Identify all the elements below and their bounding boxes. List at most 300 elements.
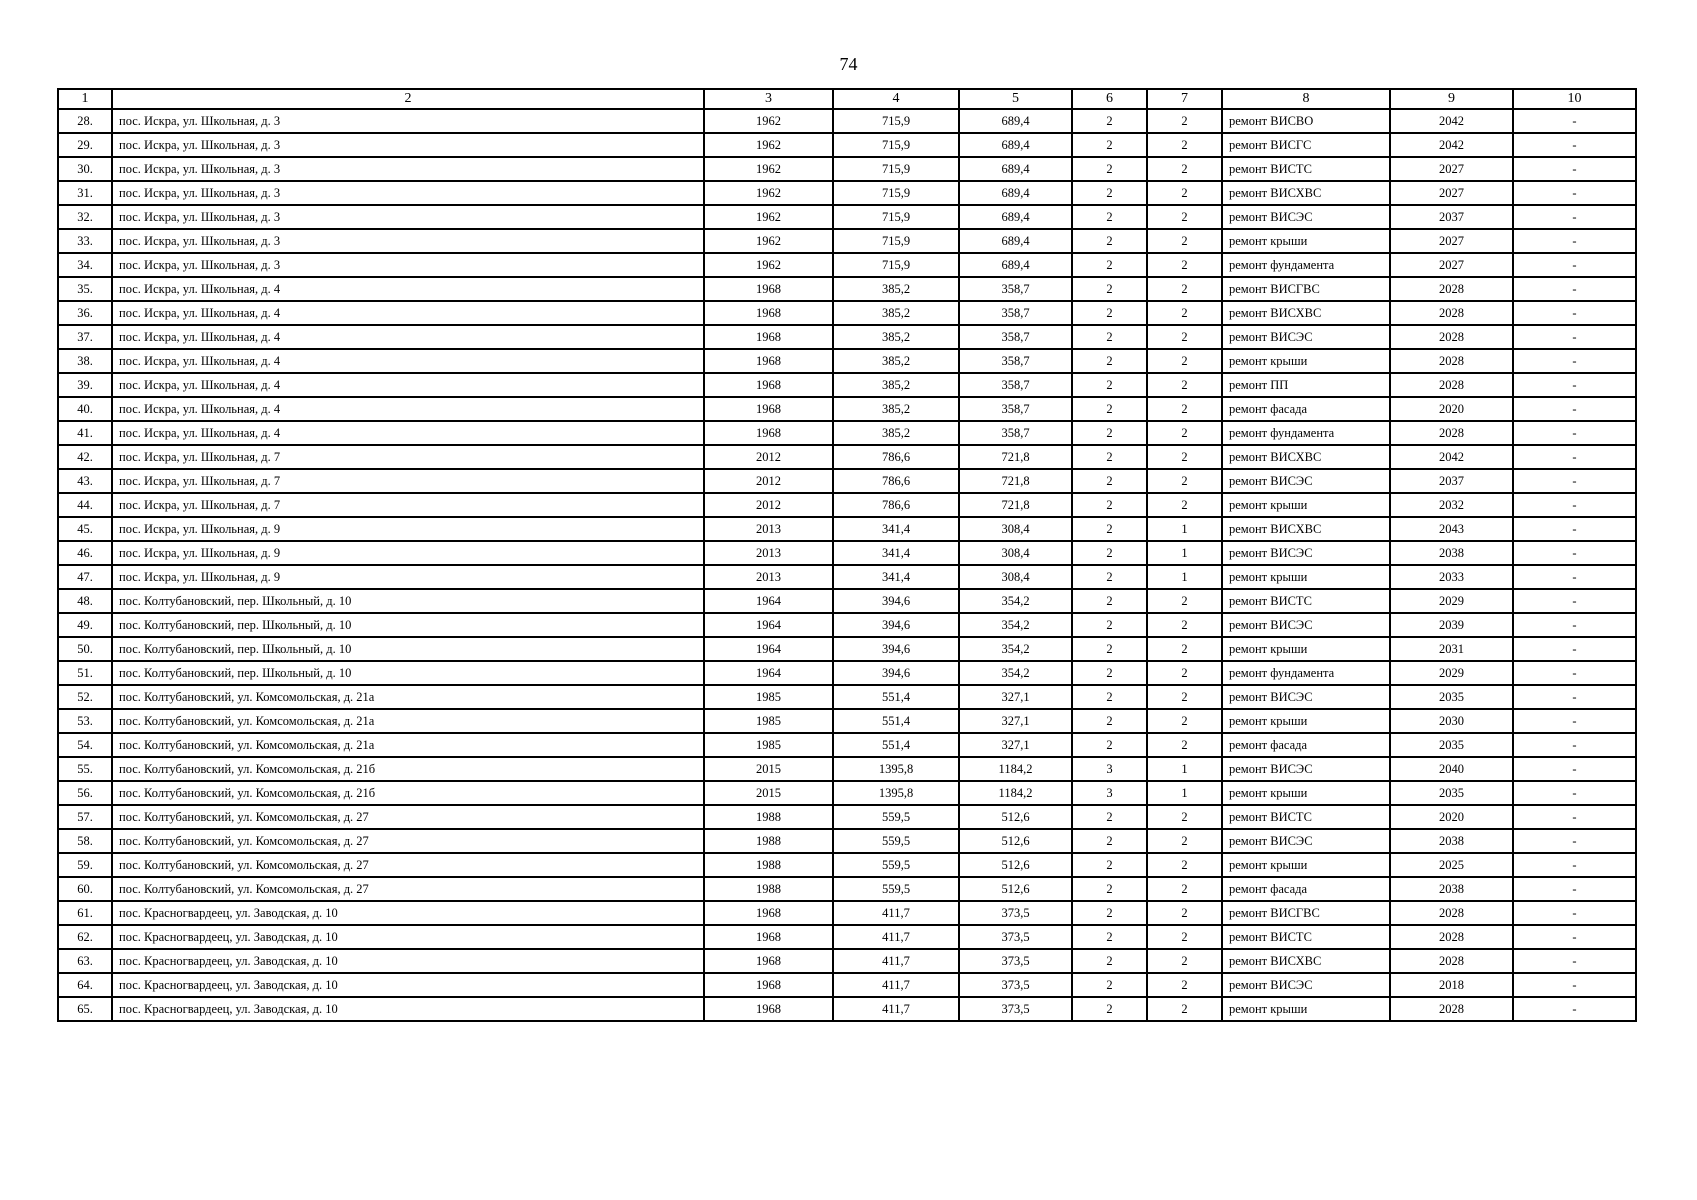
living-area-cell: 308,4 [959,565,1072,589]
entrances-cell: 1 [1147,781,1222,805]
planned-year-cell: 2037 [1390,205,1513,229]
planned-year-cell: 2040 [1390,757,1513,781]
address-cell: пос. Искра, ул. Школьная, д. 4 [112,277,704,301]
note-cell: - [1513,733,1636,757]
table-row [58,253,1636,277]
entrances-cell: 2 [1147,277,1222,301]
work-type-cell: ремонт ВИСГВС [1222,277,1390,301]
table-row [58,493,1636,517]
floors-cell: 2 [1072,373,1147,397]
floors-cell: 2 [1072,157,1147,181]
note-cell: - [1513,637,1636,661]
entrances-cell: 2 [1147,829,1222,853]
table-row [58,109,1636,133]
floors-cell: 2 [1072,565,1147,589]
planned-year-cell: 2028 [1390,901,1513,925]
column-header: 8 [1222,89,1390,109]
note-cell: - [1513,181,1636,205]
floors-cell: 2 [1072,421,1147,445]
total-area-cell: 715,9 [833,181,959,205]
column-header: 6 [1072,89,1147,109]
note-cell: - [1513,997,1636,1021]
entrances-cell: 2 [1147,205,1222,229]
total-area-cell: 559,5 [833,829,959,853]
planned-year-cell: 2028 [1390,373,1513,397]
work-type-cell: ремонт фасада [1222,733,1390,757]
table-row [58,949,1636,973]
total-area-cell: 385,2 [833,325,959,349]
floors-cell: 2 [1072,349,1147,373]
work-type-cell: ремонт крыши [1222,493,1390,517]
work-type-cell: ремонт ВИСТС [1222,805,1390,829]
living-area-cell: 512,6 [959,877,1072,901]
row-number-cell: 36. [58,301,112,325]
address-cell: пос. Колтубановский, ул. Комсомольская, д. 21а [112,709,704,733]
floors-cell: 2 [1072,877,1147,901]
living-area-cell: 721,8 [959,469,1072,493]
floors-cell: 3 [1072,757,1147,781]
entrances-cell: 2 [1147,709,1222,733]
living-area-cell: 373,5 [959,901,1072,925]
living-area-cell: 689,4 [959,109,1072,133]
entrances-cell: 2 [1147,685,1222,709]
entrances-cell: 2 [1147,925,1222,949]
build-year-cell: 1964 [704,637,833,661]
work-type-cell: ремонт ВИСТС [1222,157,1390,181]
row-number-cell: 54. [58,733,112,757]
planned-year-cell: 2035 [1390,781,1513,805]
living-area-cell: 354,2 [959,589,1072,613]
row-number-cell: 63. [58,949,112,973]
note-cell: - [1513,973,1636,997]
note-cell: - [1513,757,1636,781]
total-area-cell: 394,6 [833,589,959,613]
planned-year-cell: 2018 [1390,973,1513,997]
work-type-cell: ремонт ВИСЭС [1222,541,1390,565]
table-row [58,229,1636,253]
planned-year-cell: 2029 [1390,661,1513,685]
row-number-cell: 47. [58,565,112,589]
work-type-cell: ремонт ВИСЭС [1222,205,1390,229]
note-cell: - [1513,421,1636,445]
note-cell: - [1513,157,1636,181]
build-year-cell: 1968 [704,277,833,301]
build-year-cell: 1968 [704,901,833,925]
address-cell: пос. Красногвардеец, ул. Заводская, д. 10 [112,997,704,1021]
floors-cell: 2 [1072,205,1147,229]
row-number-cell: 52. [58,685,112,709]
table-row [58,181,1636,205]
living-area-cell: 358,7 [959,421,1072,445]
floors-cell: 2 [1072,853,1147,877]
living-area-cell: 354,2 [959,661,1072,685]
total-area-cell: 385,2 [833,349,959,373]
row-number-cell: 51. [58,661,112,685]
note-cell: - [1513,949,1636,973]
row-number-cell: 28. [58,109,112,133]
entrances-cell: 2 [1147,325,1222,349]
entrances-cell: 2 [1147,109,1222,133]
column-header: 4 [833,89,959,109]
planned-year-cell: 2043 [1390,517,1513,541]
table-row [58,133,1636,157]
address-cell: пос. Искра, ул. Школьная, д. 3 [112,253,704,277]
floors-cell: 2 [1072,709,1147,733]
row-number-cell: 45. [58,517,112,541]
entrances-cell: 2 [1147,157,1222,181]
build-year-cell: 1968 [704,301,833,325]
address-cell: пос. Искра, ул. Школьная, д. 3 [112,157,704,181]
column-header: 3 [704,89,833,109]
total-area-cell: 341,4 [833,541,959,565]
note-cell: - [1513,781,1636,805]
address-cell: пос. Искра, ул. Школьная, д. 7 [112,469,704,493]
planned-year-cell: 2039 [1390,613,1513,637]
living-area-cell: 512,6 [959,829,1072,853]
row-number-cell: 30. [58,157,112,181]
total-area-cell: 394,6 [833,661,959,685]
table-row [58,709,1636,733]
build-year-cell: 1968 [704,373,833,397]
table-row [58,997,1636,1021]
total-area-cell: 411,7 [833,949,959,973]
build-year-cell: 1968 [704,325,833,349]
floors-cell: 2 [1072,973,1147,997]
entrances-cell: 2 [1147,493,1222,517]
entrances-cell: 1 [1147,541,1222,565]
address-cell: пос. Колтубановский, пер. Школьный, д. 10 [112,589,704,613]
entrances-cell: 2 [1147,733,1222,757]
note-cell: - [1513,373,1636,397]
table-row [58,541,1636,565]
note-cell: - [1513,589,1636,613]
row-number-cell: 29. [58,133,112,157]
entrances-cell: 2 [1147,637,1222,661]
work-type-cell: ремонт крыши [1222,637,1390,661]
table-row [58,805,1636,829]
build-year-cell: 1988 [704,805,833,829]
address-cell: пос. Искра, ул. Школьная, д. 9 [112,517,704,541]
address-cell: пос. Колтубановский, пер. Школьный, д. 10 [112,637,704,661]
build-year-cell: 1962 [704,109,833,133]
row-number-cell: 58. [58,829,112,853]
planned-year-cell: 2038 [1390,541,1513,565]
build-year-cell: 1985 [704,733,833,757]
entrances-cell: 2 [1147,253,1222,277]
total-area-cell: 411,7 [833,925,959,949]
entrances-cell: 2 [1147,589,1222,613]
planned-year-cell: 2025 [1390,853,1513,877]
note-cell: - [1513,685,1636,709]
row-number-cell: 65. [58,997,112,1021]
total-area-cell: 551,4 [833,733,959,757]
floors-cell: 2 [1072,613,1147,637]
total-area-cell: 715,9 [833,133,959,157]
total-area-cell: 786,6 [833,469,959,493]
living-area-cell: 308,4 [959,541,1072,565]
table-row [58,589,1636,613]
total-area-cell: 551,4 [833,709,959,733]
row-number-cell: 61. [58,901,112,925]
address-cell: пос. Искра, ул. Школьная, д. 4 [112,325,704,349]
planned-year-cell: 2038 [1390,877,1513,901]
note-cell: - [1513,493,1636,517]
address-cell: пос. Колтубановский, ул. Комсомольская, д. 27 [112,829,704,853]
address-cell: пос. Колтубановский, ул. Комсомольская, д. 21а [112,685,704,709]
living-area-cell: 358,7 [959,301,1072,325]
build-year-cell: 2015 [704,781,833,805]
entrances-cell: 2 [1147,613,1222,637]
note-cell: - [1513,349,1636,373]
note-cell: - [1513,613,1636,637]
living-area-cell: 689,4 [959,253,1072,277]
address-cell: пос. Искра, ул. Школьная, д. 9 [112,541,704,565]
total-area-cell: 559,5 [833,853,959,877]
work-type-cell: ремонт ВИСГВС [1222,901,1390,925]
page-number: 74 [839,54,858,74]
work-type-cell: ремонт крыши [1222,781,1390,805]
living-area-cell: 354,2 [959,637,1072,661]
total-area-cell: 715,9 [833,229,959,253]
floors-cell: 2 [1072,325,1147,349]
build-year-cell: 1968 [704,973,833,997]
note-cell: - [1513,109,1636,133]
address-cell: пос. Искра, ул. Школьная, д. 7 [112,493,704,517]
column-header: 1 [58,89,112,109]
total-area-cell: 411,7 [833,973,959,997]
table-row [58,565,1636,589]
address-cell: пос. Колтубановский, пер. Школьный, д. 10 [112,613,704,637]
note-cell: - [1513,325,1636,349]
build-year-cell: 1968 [704,997,833,1021]
row-number-cell: 32. [58,205,112,229]
total-area-cell: 1395,8 [833,781,959,805]
row-number-cell: 53. [58,709,112,733]
build-year-cell: 1968 [704,349,833,373]
row-number-cell: 42. [58,445,112,469]
column-header: 7 [1147,89,1222,109]
row-number-cell: 60. [58,877,112,901]
work-type-cell: ремонт фундамента [1222,661,1390,685]
entrances-cell: 1 [1147,565,1222,589]
work-type-cell: ремонт ВИСХВС [1222,301,1390,325]
work-type-cell: ремонт ВИСЭС [1222,973,1390,997]
entrances-cell: 2 [1147,349,1222,373]
work-type-cell: ремонт ВИСХВС [1222,949,1390,973]
floors-cell: 3 [1072,781,1147,805]
table-row [58,637,1636,661]
total-area-cell: 341,4 [833,517,959,541]
entrances-cell: 2 [1147,229,1222,253]
build-year-cell: 1964 [704,661,833,685]
living-area-cell: 358,7 [959,325,1072,349]
work-type-cell: ремонт ВИСХВС [1222,517,1390,541]
address-cell: пос. Искра, ул. Школьная, д. 3 [112,109,704,133]
living-area-cell: 327,1 [959,685,1072,709]
living-area-cell: 721,8 [959,445,1072,469]
entrances-cell: 1 [1147,517,1222,541]
floors-cell: 2 [1072,301,1147,325]
total-area-cell: 385,2 [833,421,959,445]
row-number-cell: 49. [58,613,112,637]
planned-year-cell: 2042 [1390,109,1513,133]
repair-schedule-table [57,88,1637,1022]
total-area-cell: 411,7 [833,901,959,925]
total-area-cell: 786,6 [833,445,959,469]
note-cell: - [1513,133,1636,157]
build-year-cell: 2013 [704,565,833,589]
row-number-cell: 31. [58,181,112,205]
planned-year-cell: 2038 [1390,829,1513,853]
table-row [58,685,1636,709]
address-cell: пос. Искра, ул. Школьная, д. 3 [112,181,704,205]
living-area-cell: 721,8 [959,493,1072,517]
living-area-cell: 689,4 [959,157,1072,181]
build-year-cell: 1968 [704,397,833,421]
floors-cell: 2 [1072,997,1147,1021]
build-year-cell: 2012 [704,493,833,517]
floors-cell: 2 [1072,133,1147,157]
note-cell: - [1513,661,1636,685]
address-cell: пос. Искра, ул. Школьная, д. 3 [112,229,704,253]
work-type-cell: ремонт ВИСГС [1222,133,1390,157]
table-row [58,757,1636,781]
row-number-cell: 55. [58,757,112,781]
table-row [58,613,1636,637]
total-area-cell: 394,6 [833,637,959,661]
address-cell: пос. Красногвардеец, ул. Заводская, д. 10 [112,949,704,973]
note-cell: - [1513,517,1636,541]
floors-cell: 2 [1072,637,1147,661]
build-year-cell: 1964 [704,613,833,637]
build-year-cell: 2015 [704,757,833,781]
living-area-cell: 1184,2 [959,757,1072,781]
table-row [58,301,1636,325]
table-row [58,781,1636,805]
address-cell: пос. Колтубановский, ул. Комсомольская, д. 21а [112,733,704,757]
living-area-cell: 358,7 [959,349,1072,373]
total-area-cell: 715,9 [833,157,959,181]
address-cell: пос. Искра, ул. Школьная, д. 9 [112,565,704,589]
total-area-cell: 715,9 [833,205,959,229]
floors-cell: 2 [1072,661,1147,685]
note-cell: - [1513,229,1636,253]
living-area-cell: 373,5 [959,925,1072,949]
total-area-cell: 385,2 [833,277,959,301]
note-cell: - [1513,445,1636,469]
floors-cell: 2 [1072,925,1147,949]
planned-year-cell: 2033 [1390,565,1513,589]
entrances-cell: 2 [1147,997,1222,1021]
planned-year-cell: 2042 [1390,133,1513,157]
note-cell: - [1513,829,1636,853]
floors-cell: 2 [1072,733,1147,757]
row-number-cell: 46. [58,541,112,565]
work-type-cell: ремонт ВИСХВС [1222,181,1390,205]
build-year-cell: 1962 [704,253,833,277]
floors-cell: 2 [1072,541,1147,565]
work-type-cell: ремонт ВИСТС [1222,925,1390,949]
row-number-cell: 43. [58,469,112,493]
column-header: 2 [112,89,704,109]
living-area-cell: 358,7 [959,373,1072,397]
living-area-cell: 358,7 [959,397,1072,421]
total-area-cell: 385,2 [833,301,959,325]
work-type-cell: ремонт крыши [1222,709,1390,733]
work-type-cell: ремонт крыши [1222,997,1390,1021]
row-number-cell: 33. [58,229,112,253]
row-number-cell: 35. [58,277,112,301]
table-row [58,517,1636,541]
planned-year-cell: 2035 [1390,685,1513,709]
living-area-cell: 327,1 [959,709,1072,733]
planned-year-cell: 2028 [1390,349,1513,373]
living-area-cell: 373,5 [959,997,1072,1021]
planned-year-cell: 2035 [1390,733,1513,757]
column-header: 5 [959,89,1072,109]
table-row [58,445,1636,469]
table-row [58,277,1636,301]
planned-year-cell: 2028 [1390,301,1513,325]
living-area-cell: 689,4 [959,205,1072,229]
total-area-cell: 1395,8 [833,757,959,781]
build-year-cell: 2012 [704,445,833,469]
work-type-cell: ремонт ВИСЭС [1222,325,1390,349]
entrances-cell: 2 [1147,661,1222,685]
note-cell: - [1513,205,1636,229]
address-cell: пос. Колтубановский, ул. Комсомольская, д. 27 [112,805,704,829]
floors-cell: 2 [1072,685,1147,709]
build-year-cell: 2013 [704,517,833,541]
planned-year-cell: 2030 [1390,709,1513,733]
note-cell: - [1513,541,1636,565]
column-number-row [58,89,1636,109]
work-type-cell: ремонт фасада [1222,877,1390,901]
work-type-cell: ремонт ВИСЭС [1222,685,1390,709]
work-type-cell: ремонт крыши [1222,853,1390,877]
table-row [58,325,1636,349]
build-year-cell: 1988 [704,877,833,901]
row-number-cell: 34. [58,253,112,277]
table-row [58,469,1636,493]
entrances-cell: 1 [1147,757,1222,781]
living-area-cell: 689,4 [959,181,1072,205]
entrances-cell: 2 [1147,901,1222,925]
total-area-cell: 385,2 [833,373,959,397]
floors-cell: 2 [1072,397,1147,421]
note-cell: - [1513,469,1636,493]
build-year-cell: 1968 [704,949,833,973]
entrances-cell: 2 [1147,973,1222,997]
work-type-cell: ремонт ВИСЭС [1222,613,1390,637]
floors-cell: 2 [1072,493,1147,517]
entrances-cell: 2 [1147,397,1222,421]
work-type-cell: ремонт ВИСЭС [1222,829,1390,853]
floors-cell: 2 [1072,805,1147,829]
row-number-cell: 44. [58,493,112,517]
total-area-cell: 411,7 [833,997,959,1021]
planned-year-cell: 2028 [1390,421,1513,445]
table-row [58,397,1636,421]
total-area-cell: 786,6 [833,493,959,517]
floors-cell: 2 [1072,277,1147,301]
work-type-cell: ремонт ПП [1222,373,1390,397]
entrances-cell: 2 [1147,877,1222,901]
work-type-cell: ремонт ВИСХВС [1222,445,1390,469]
planned-year-cell: 2031 [1390,637,1513,661]
floors-cell: 2 [1072,253,1147,277]
entrances-cell: 2 [1147,133,1222,157]
